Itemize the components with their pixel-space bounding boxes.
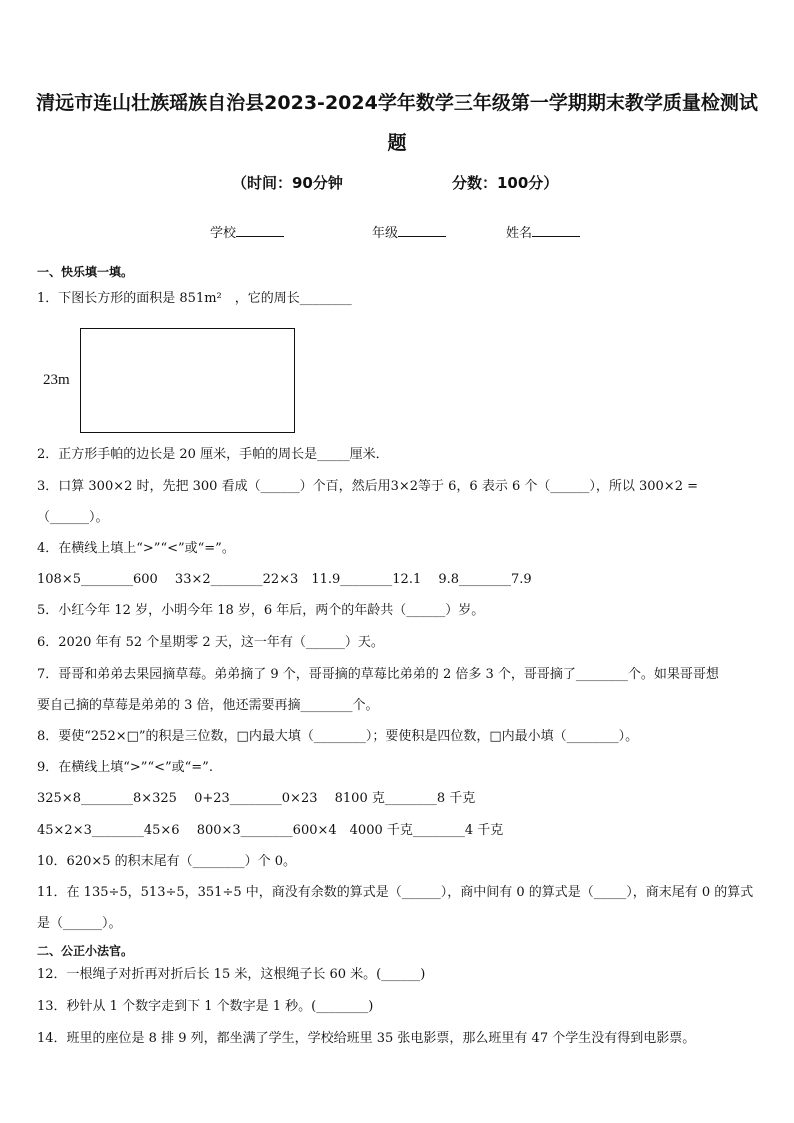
school-blank (236, 224, 284, 237)
question-4-row: 108×5________600 33×2________22×3 11.9________12.1 9.8________7.9 (37, 572, 532, 587)
question-7-line2: 要自己摘的草莓是弟弟的 3 倍，他还需要再摘________个。 (37, 698, 379, 713)
school-field (210, 222, 284, 241)
question-11-line2: 是（______）。 (37, 916, 122, 931)
question-5: 5．小红今年 12 岁，小明今年 18 岁，6 年后，两个的年龄共（______）岁。 (37, 603, 485, 618)
page-title-line2: 题 (387, 132, 407, 154)
question-11-line1: 11．在 135÷5，513÷5，351÷5 中，商没有余数的算式是（______），商中间有 0 的算式是（_____），商末尾有 0 的算式 (37, 885, 754, 900)
grade-field (372, 222, 446, 241)
exam-time: （时间：90分钟 (232, 174, 343, 192)
question-13: 13．秒针从 1 个数字走到下 1 个数字是 1 秒。(________) (37, 999, 374, 1014)
rectangle-figure (80, 328, 295, 433)
question-3-line2: （______）。 (37, 510, 109, 525)
grade-blank (398, 224, 446, 237)
school-label: 学校 (210, 226, 237, 241)
question-4: 4．在横线上填上“>”“<”或“=”。 (37, 541, 235, 556)
name-label: 姓名 (506, 226, 533, 241)
question-14: 14．班里的座位是 8 排 9 列，都坐满了学生，学校给班里 35 张电影票，那么班里有 47 个学生没有得到电影票。 (37, 1031, 696, 1046)
question-1: 1．下图长方形的面积是 851m² ，它的周长________ (37, 291, 352, 306)
question-9: 9．在横线上填“>”“<”或“=”. (37, 760, 213, 775)
question-12: 12．一根绳子对折再对折后长 15 米，这根绳子长 60 米。(______) (37, 967, 426, 982)
page-title-line1: 清远市连山壮族瑶族自治县2023-2024学年数学三年级第一学期期末教学质量检测试 (36, 92, 758, 114)
section-heading-1: 一、快乐填一填。 (37, 265, 134, 279)
question-2: 2．正方形手帕的边长是 20 厘米，手帕的周长是_____厘米． (37, 447, 389, 462)
rectangle-side-label: 23m (43, 372, 70, 388)
question-7-line1: 7．哥哥和弟弟去果园摘草莓。弟弟摘了 9 个，哥哥摘的草莓比弟弟的 2 倍多 3 个，哥哥摘了________个。如果哥哥想 (37, 667, 719, 682)
exam-score: 分数：100分） (452, 174, 559, 192)
question-3-line1: 3．口算 300×2 时，先把 300 看成（______）个百，然后用3×2等于 6，6 表示 6 个（______），所以 300×2 = (37, 479, 699, 494)
question-9-row2: 45×2×3________45×6 800×3________600×4 4000 千克________4 千克 (37, 823, 504, 838)
section-heading-2: 二、公正小法官。 (37, 944, 134, 958)
grade-label: 年级 (372, 226, 399, 241)
question-6: 6．2020 年有 52 个星期零 2 天，这一年有（______）天。 (37, 635, 384, 650)
name-field (506, 222, 580, 241)
question-9-row1: 325×8________8×325 0+23________0×23 8100 克________8 千克 (37, 791, 476, 806)
question-10: 10．620×5 的积末尾有（________）个 0。 (37, 854, 297, 869)
question-8: 8．要使“252×□”的积是三位数，□内最大填（________）；要使积是四位数，□内最小填（________）。 (37, 729, 639, 744)
name-blank (532, 224, 580, 237)
